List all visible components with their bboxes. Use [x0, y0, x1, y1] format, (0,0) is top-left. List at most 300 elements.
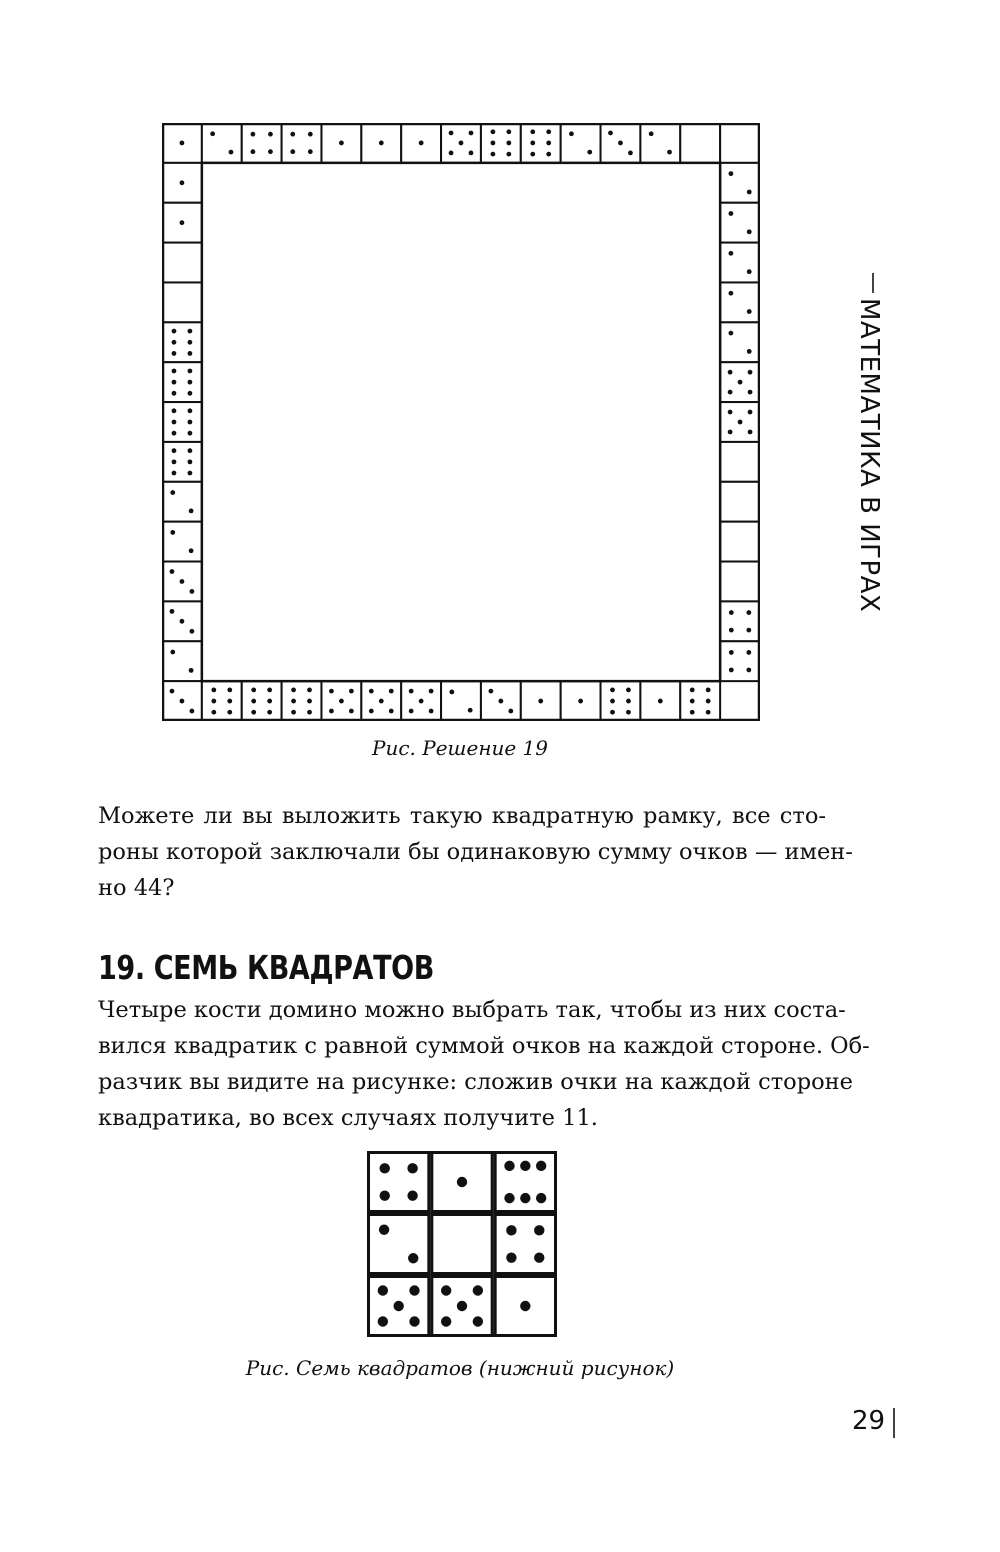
domino-pip	[172, 420, 177, 425]
domino-pip	[227, 699, 232, 704]
frame-domino-half	[162, 322, 202, 362]
domino-pip	[728, 211, 733, 216]
frame-domino-half	[561, 681, 601, 721]
domino-pip	[229, 150, 234, 155]
square-domino-half	[432, 1215, 492, 1274]
domino-pip	[546, 129, 551, 134]
frame-domino-half	[242, 681, 282, 721]
frame-domino-half-cell	[202, 681, 242, 721]
domino-pip	[380, 1163, 390, 1173]
frame-domino-half-cell	[720, 641, 760, 681]
domino-pip	[188, 380, 193, 385]
domino-pip	[469, 151, 474, 156]
domino-pip	[189, 548, 194, 553]
domino-pip	[211, 699, 216, 704]
frame-domino-half	[481, 123, 521, 163]
square-domino-half	[495, 1153, 555, 1212]
domino-pip	[307, 710, 312, 715]
domino-pip	[170, 689, 175, 694]
domino-pip	[291, 699, 296, 704]
domino-pip	[180, 180, 185, 185]
domino-pip	[369, 689, 374, 694]
domino-pip	[188, 448, 193, 453]
domino-pip	[268, 149, 273, 154]
domino-pip	[180, 619, 185, 624]
frame-domino-half-cell	[720, 123, 760, 163]
domino-pip	[469, 131, 474, 136]
frame-domino-half-cell	[521, 123, 561, 163]
frame-domino-half-cell	[162, 362, 202, 402]
frame-domino-half	[441, 681, 481, 721]
frame-domino-half	[720, 442, 760, 482]
domino-pip	[729, 628, 734, 633]
domino-pip	[690, 699, 695, 704]
running-head-text: МАТЕМАТИКА В ИГРАХ	[854, 298, 884, 613]
paragraph-2-line: вился квадратик с равной суммой очков на каждой стороне. Об-	[98, 1033, 870, 1059]
domino-pip	[748, 430, 753, 435]
domino-pip	[520, 1161, 530, 1171]
domino-pip	[251, 688, 256, 693]
domino-pip	[520, 1193, 530, 1203]
frame-domino-half	[162, 522, 202, 562]
frame-domino-half	[720, 322, 760, 362]
frame-domino-half-cell	[720, 203, 760, 243]
domino-pip	[429, 689, 434, 694]
domino-pip	[188, 351, 193, 356]
domino-pip	[267, 710, 272, 715]
domino-pip	[349, 689, 354, 694]
domino-pip	[746, 650, 751, 655]
paragraph-2-line: квадратика, во всех случаях получите 11.	[98, 1105, 598, 1131]
domino-pip	[747, 229, 752, 234]
domino-pip	[569, 131, 574, 136]
frame-domino-half-cell	[282, 681, 322, 721]
domino-pip	[690, 710, 695, 715]
frame-domino-half	[521, 123, 561, 163]
domino-pip	[706, 688, 711, 693]
domino-pip	[747, 309, 752, 314]
domino-pip	[746, 668, 751, 673]
square-domino-cell	[369, 1215, 429, 1274]
frame-domino-half-cell	[162, 243, 202, 283]
domino-pip	[172, 380, 177, 385]
paragraph-2	[98, 992, 870, 1136]
frame-domino-half	[162, 601, 202, 641]
domino-pip	[747, 349, 752, 354]
domino-pip	[172, 408, 177, 413]
domino-pip	[490, 141, 495, 146]
domino-pip	[536, 1161, 546, 1171]
domino-pip	[308, 132, 313, 137]
paragraph-1-line: роны которой заключали бы одинаковую сумму очков — имен-	[98, 839, 853, 865]
domino-pip	[188, 408, 193, 413]
frame-domino-half-cell	[720, 442, 760, 482]
domino-pip	[441, 1285, 451, 1295]
frame-domino-half	[720, 123, 760, 163]
domino-pip	[748, 390, 753, 395]
frame-domino-half	[720, 282, 760, 322]
domino-pip	[729, 668, 734, 673]
frame-domino-half-cell	[481, 123, 521, 163]
domino-pip	[369, 709, 374, 714]
frame-domino-half	[561, 123, 601, 163]
domino-pip	[172, 459, 177, 464]
domino-pip	[506, 152, 511, 157]
square-domino-cell	[369, 1153, 429, 1212]
frame-domino-half	[720, 402, 760, 442]
domino-pip	[378, 1285, 388, 1295]
domino-pip	[658, 699, 663, 704]
domino-pip	[706, 699, 711, 704]
domino-pip	[728, 171, 733, 176]
domino-pip	[728, 410, 733, 415]
frame-domino-half-cell	[162, 402, 202, 442]
frame-inner-border	[202, 163, 720, 681]
domino-pip	[729, 610, 734, 615]
domino-pip	[170, 530, 175, 535]
square-domino-half	[369, 1277, 429, 1336]
domino-pip	[251, 699, 256, 704]
domino-pip	[170, 609, 175, 614]
domino-pip	[188, 340, 193, 345]
domino-pip	[546, 152, 551, 157]
domino-pip	[728, 430, 733, 435]
frame-domino-half-cell	[162, 522, 202, 562]
domino-square-figure	[367, 1151, 557, 1337]
square-domino-half	[369, 1153, 429, 1212]
domino-pip	[506, 129, 511, 134]
domino-pip	[379, 699, 384, 704]
frame-domino-half	[481, 681, 521, 721]
frame-domino-half	[162, 282, 202, 322]
domino-pip	[473, 1285, 483, 1295]
domino-pip	[211, 688, 216, 693]
frame-domino-half	[321, 681, 361, 721]
domino-pip	[180, 141, 185, 146]
frame-domino-half-cell	[441, 681, 481, 721]
frame-domino-half-cell	[640, 123, 680, 163]
frame-domino-half	[162, 362, 202, 402]
domino-pip	[379, 141, 384, 146]
frame-domino-half	[720, 641, 760, 681]
domino-pip	[211, 710, 216, 715]
paragraph-2-line: Четыре кости домино можно выбрать так, чтобы из них соста-	[98, 997, 846, 1023]
domino-pip	[534, 1225, 544, 1235]
domino-pip	[649, 131, 654, 136]
domino-pip	[610, 688, 615, 693]
domino-pip	[329, 709, 334, 714]
domino-pip	[538, 699, 543, 704]
domino-pip	[459, 141, 464, 146]
domino-pip	[188, 471, 193, 476]
domino-pip	[307, 699, 312, 704]
domino-pip	[379, 1225, 389, 1235]
domino-pip	[457, 1301, 467, 1311]
domino-pip	[504, 1193, 514, 1203]
frame-domino-half	[680, 681, 720, 721]
domino-pip	[172, 351, 177, 356]
domino-pip	[407, 1163, 417, 1173]
frame-domino-half	[162, 681, 202, 721]
frame-domino-half-cell	[720, 282, 760, 322]
frame-domino-half	[720, 362, 760, 402]
frame-domino-half-cell	[720, 482, 760, 522]
domino-pip	[449, 131, 454, 136]
running-head	[854, 298, 885, 613]
domino-pip	[189, 509, 194, 514]
domino-pip	[504, 1161, 514, 1171]
frame-domino-half	[720, 522, 760, 562]
frame-domino-half-cell	[561, 123, 601, 163]
frame-domino-half	[640, 681, 680, 721]
domino-pip	[180, 579, 185, 584]
domino-pip	[188, 329, 193, 334]
domino-pip	[747, 269, 752, 274]
domino-pip	[498, 699, 503, 704]
frame-domino-half	[720, 243, 760, 283]
domino-pip	[449, 689, 454, 694]
frame-domino-half	[601, 681, 641, 721]
frame-domino-half-cell	[720, 522, 760, 562]
frame-domino-half	[162, 442, 202, 482]
frame-domino-half-cell	[601, 681, 641, 721]
domino-pip	[441, 1316, 451, 1326]
domino-pip	[546, 141, 551, 146]
domino-pip	[530, 152, 535, 157]
domino-pip	[172, 431, 177, 436]
frame-domino-half-cell	[720, 601, 760, 641]
domino-pip	[468, 708, 473, 713]
frame-domino-half-cell	[242, 681, 282, 721]
frame-domino-half-cell	[162, 442, 202, 482]
frame-domino-half-cell	[720, 243, 760, 283]
frame-domino-half	[361, 681, 401, 721]
frame-domino-half	[601, 123, 641, 163]
page-number-divider	[893, 1408, 895, 1438]
running-head-divider	[872, 273, 874, 293]
domino-pip	[738, 420, 743, 425]
domino-pip	[409, 689, 414, 694]
domino-pip	[180, 699, 185, 704]
frame-domino-half	[162, 123, 202, 163]
domino-pip	[188, 369, 193, 374]
domino-pip	[748, 410, 753, 415]
domino-pip	[610, 699, 615, 704]
domino-pip	[378, 1316, 388, 1326]
domino-pip	[267, 699, 272, 704]
domino-pip	[329, 689, 334, 694]
domino-pip	[746, 610, 751, 615]
domino-pip	[188, 431, 193, 436]
paragraph-1-line: Можете ли вы выложить такую квадратную рамку, все сто-	[98, 803, 826, 829]
domino-pip	[729, 650, 734, 655]
domino-pip	[170, 650, 175, 655]
domino-pip	[690, 688, 695, 693]
frame-domino-half-cell	[162, 641, 202, 681]
frame-domino-half	[401, 123, 441, 163]
domino-pip	[190, 589, 195, 594]
domino-pip	[748, 370, 753, 375]
frame-domino-half	[282, 123, 322, 163]
domino-pip	[728, 331, 733, 336]
domino-pip	[389, 709, 394, 714]
domino-pip	[188, 391, 193, 396]
square-domino-cell	[495, 1215, 555, 1274]
domino-pip	[308, 149, 313, 154]
domino-pip	[489, 689, 494, 694]
frame-domino-half-cell	[720, 163, 760, 203]
frame-domino-half	[162, 402, 202, 442]
frame-domino-half	[162, 163, 202, 203]
domino-pip	[534, 1252, 544, 1262]
domino-pip	[188, 459, 193, 464]
domino-pip	[408, 1253, 418, 1263]
domino-pip	[610, 710, 615, 715]
frame-domino-half	[680, 123, 720, 163]
domino-pip	[380, 1190, 390, 1200]
frame-domino-half-cell	[242, 123, 282, 163]
domino-pip	[170, 490, 175, 495]
domino-pip	[349, 709, 354, 714]
square-figure-caption: Рис. Семь квадратов (нижний рисунок)	[245, 1356, 675, 1380]
domino-pip	[449, 151, 454, 156]
domino-pip	[508, 709, 513, 714]
domino-pip	[409, 1285, 419, 1295]
domino-pip	[393, 1301, 403, 1311]
frame-domino-half	[521, 681, 561, 721]
frame-domino-half-cell	[720, 322, 760, 362]
frame-domino-half	[162, 562, 202, 602]
domino-pip	[738, 380, 743, 385]
domino-pip	[307, 688, 312, 693]
frame-domino-half-cell	[162, 482, 202, 522]
domino-pip	[389, 689, 394, 694]
domino-pip	[190, 709, 195, 714]
frame-domino-half	[162, 243, 202, 283]
domino-pip	[626, 710, 631, 715]
frame-domino-half	[720, 203, 760, 243]
domino-pip	[746, 628, 751, 633]
domino-pip	[251, 710, 256, 715]
square-domino-half	[432, 1153, 492, 1212]
domino-pip	[250, 149, 255, 154]
frame-domino-half-cell	[202, 123, 242, 163]
frame-domino-half	[321, 123, 361, 163]
frame-domino-half-cell	[680, 123, 720, 163]
domino-pip	[667, 150, 672, 155]
domino-pip	[172, 391, 177, 396]
frame-domino-half	[441, 123, 481, 163]
domino-pip	[407, 1190, 417, 1200]
domino-pip	[608, 131, 613, 136]
frame-domino-half-cell	[680, 681, 720, 721]
paragraph-1	[98, 798, 853, 906]
domino-pip	[290, 149, 295, 154]
domino-pip	[188, 420, 193, 425]
domino-pip	[506, 1225, 516, 1235]
domino-pip	[190, 629, 195, 634]
square-domino-half	[495, 1215, 555, 1274]
domino-pip	[728, 251, 733, 256]
domino-pip	[587, 150, 592, 155]
domino-pip	[339, 699, 344, 704]
frame-domino-half	[162, 203, 202, 243]
domino-pip	[409, 1316, 419, 1326]
domino-pip	[172, 448, 177, 453]
frame-domino-half	[282, 681, 322, 721]
frame-domino-half	[720, 601, 760, 641]
domino-pip	[728, 390, 733, 395]
frame-domino-half	[162, 482, 202, 522]
domino-pip	[578, 699, 583, 704]
square-domino-half	[495, 1277, 555, 1336]
domino-pip	[409, 709, 414, 714]
frame-domino-half	[361, 123, 401, 163]
domino-pip	[506, 1252, 516, 1262]
domino-pip	[728, 370, 733, 375]
domino-pip	[530, 141, 535, 146]
domino-pip	[626, 699, 631, 704]
square-domino-half	[432, 1277, 492, 1336]
frame-domino-half-cell	[162, 282, 202, 322]
domino-pip	[728, 291, 733, 296]
domino-pip	[473, 1316, 483, 1326]
domino-pip	[291, 688, 296, 693]
domino-pip	[268, 132, 273, 137]
frame-domino-half	[720, 163, 760, 203]
section-heading: 19. СЕМЬ КВАДРАТОВ	[98, 948, 434, 987]
domino-pip	[429, 709, 434, 714]
frame-domino-half	[640, 123, 680, 163]
domino-pip	[227, 688, 232, 693]
paragraph-1-line: но 44?	[98, 875, 175, 901]
domino-pip	[618, 141, 623, 146]
domino-pip	[339, 141, 344, 146]
page-number: 29	[852, 1406, 886, 1436]
domino-pip	[506, 141, 511, 146]
domino-pip	[180, 220, 185, 225]
square-domino-half	[369, 1215, 429, 1274]
square-domino-cell	[432, 1215, 492, 1274]
frame-domino-half	[162, 641, 202, 681]
domino-pip	[227, 710, 232, 715]
domino-pip	[210, 131, 215, 136]
domino-pip	[706, 710, 711, 715]
frame-domino-half-cell	[162, 322, 202, 362]
domino-pip	[530, 129, 535, 134]
domino-pip	[520, 1301, 530, 1311]
domino-pip	[457, 1177, 467, 1187]
frame-domino-half	[202, 123, 242, 163]
domino-pip	[250, 132, 255, 137]
paragraph-2-line: разчик вы видите на рисунке: сложив очки на каждой стороне	[98, 1069, 853, 1095]
domino-pip	[490, 152, 495, 157]
domino-pip	[419, 699, 424, 704]
domino-pip	[536, 1193, 546, 1203]
domino-pip	[290, 132, 295, 137]
domino-pip	[170, 569, 175, 574]
frame-domino-half	[720, 482, 760, 522]
frame-domino-half-cell	[720, 562, 760, 602]
domino-pip	[419, 141, 424, 146]
domino-pip	[626, 688, 631, 693]
domino-frame-figure	[162, 123, 760, 721]
domino-pip	[628, 151, 633, 156]
domino-pip	[490, 129, 495, 134]
domino-pip	[747, 190, 752, 195]
frame-domino-half	[202, 681, 242, 721]
frame-figure-caption: Рис. Решение 19	[371, 736, 549, 760]
